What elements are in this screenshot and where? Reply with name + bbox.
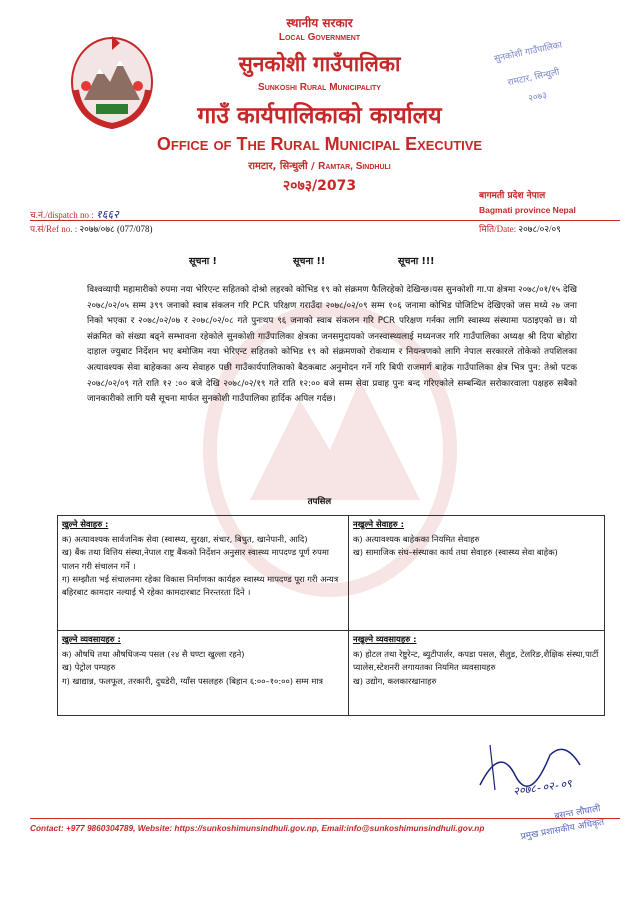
province-np: बागमती प्रदेश नेपाल xyxy=(479,191,546,201)
gov-en: Local Government xyxy=(278,32,361,43)
stamp-line3: २०७३ xyxy=(527,90,548,105)
open-business-cell xyxy=(58,631,349,716)
stamp-line2: रामटार, सिन्धुली xyxy=(506,67,561,89)
office-stamp-top xyxy=(478,20,588,130)
tapsil-heading: तपसिल xyxy=(307,497,332,507)
list-item: क) अत्यावश्यक बाहेकका नियमित सेवाहरु xyxy=(353,534,480,545)
gov-np: स्थानीय सरकार xyxy=(286,16,353,30)
address-en: Ramtar, Sindhuli xyxy=(318,161,391,172)
ref-value: २०७७/०७८ (077/078) xyxy=(79,224,153,234)
date-label: मिति/Date: xyxy=(479,224,517,234)
closed-business-heading: नखुल्ने व्यवसायहरु : xyxy=(353,634,417,644)
open-services-cell xyxy=(58,516,349,631)
closed-services-cell xyxy=(349,516,605,631)
notice-title-3: सूचना !!! xyxy=(398,256,435,267)
list-item: ग) खाद्यान्न, फलफूल, तरकारी, दुधडेरी, ग्याँस पसलहरु (बिहान ६:००–१०:००) सम्म मात्र xyxy=(62,675,324,686)
footer-contact: Contact: +977 9860304789, Website: https://sunkoshimunsindhuli.gov.np, Email:info@sunkoshimunsindhuli.gov.np xyxy=(30,823,485,833)
header-divider xyxy=(30,220,620,221)
services-table xyxy=(57,515,605,716)
municipality-np: सुनकोशी गाउँपालिका xyxy=(238,52,401,76)
address xyxy=(0,158,639,172)
province-en: Bagmati province Nepal xyxy=(479,205,576,215)
list-item: ख) बैंक तथा वित्तिय संस्था,नेपाल राष्ट्र बैंकको निर्देशन अनुसार स्वास्थ्य मापदण्ड पूर्ण रुपमा पालन गरी संचालन गर्ने । xyxy=(62,547,329,571)
officer-name: बसन्त लौघाली xyxy=(553,804,602,822)
open-services-heading: खुल्ने सेवाहरु : xyxy=(62,519,109,529)
established-year: २०७३/2073 xyxy=(282,178,357,194)
table-row xyxy=(58,631,605,716)
notice-title-2: सूचना !! xyxy=(293,256,326,267)
list-item: ग) सम्झौता भई संचालनमा रहेका विकास निर्माणका कार्यहरु स्वास्थ्य मापदण्ड पूरा गरी अन्यत्र बहिरबाट कामदार नल्याई भै रहेका कामदारबाट निरन्तरता दिने । xyxy=(62,573,339,598)
notice-body: विश्वव्यापी महामारीको रुपमा नया भेरिएन्ट सहितको दोश्रो लहरको कोभिड १९ को संक्रमण फैलिरहेको देखिन्छ।यस सुनकोशी गा.पा क्षेत्रमा २०७८/०१/१५ देखि २०७८/०२/०५ सम्म ३९९ जनाको स्वाब संकलन गरि PCR परिक्षण गराउँदा २०७८/०२/०९ सम्म १०६ जनामा कोभिड पोजिटिभ देखिएको जस मध्ये २७ जना निको भएका र २०७८/०२/०७ र २०७८/०२/०८ गते पुनःथप ९६ जनाको स्वाब संकलन गरि PCR परिक्षण गर्नका लागि स्वास्थ्य संस्थामा पठाइएको छ। यो संक्रमित को संख्या बढ्ने सम्भावना रहेकोले सुनकोशी गाउँपालिका क्षेत्रका जनसमुदायको जनस्वास्थ्यलाई मध्यनजर गरि गाउँपालिका अध्यक्ष श्री दिपा बोहोरा दाहाल ज्युबाट निर्देशन भए बमोजिम नया भेरिएन्ट सहितको कोभिड १९ को संक्रमणको रोकथाम र नियन्त्रणको लागि नेपाल सरकारले तोकेको तपशिलका अत्यावश्यक सेवा बाहेकका अन्य सेवाहरु पछी गाउँकार्यपालिकाको बैठकबाट अनुमोदन गर्ने गरि बिपी राजमार्ग बाहेक गाउँपालिका क्षेत्र भित्र पुन: तेश्रो पटक २०७८/०२/०९ गते राति १२ :०० बजे देखि २०७८/०२/१९ गते राति १२:०० बजे सम्म सेवा प्रवाह पुनः बन्द गरिएकोले सम्बन्धित सरोकारवाला पक्षहरु सबैको जानकारीको लागि यसै सूचना मार्फत सुनकोशी गाउँपालिका हार्दिक अपिल गर्दछ। xyxy=(87,285,577,405)
table-row xyxy=(58,516,605,631)
open-business-heading: खुल्ने व्यवसायहरु : xyxy=(62,634,121,644)
list-item: ख) सामाजिक संघ–संस्थाका कार्य तथा सेवाहरु (स्वास्थ्य सेवा बाहेक) xyxy=(353,547,558,558)
footer-divider xyxy=(30,818,620,819)
notice-title-1: सूचना ! xyxy=(189,256,217,267)
list-item: क) औषधि तथा औषधिजन्य पसल (२४ सै घण्टा खुल्ला रहने) xyxy=(62,649,245,660)
address-np: रामटार, सिन्धुली / xyxy=(248,161,315,172)
office-np: गाउँ कार्यपालिकाको कार्यालय xyxy=(197,103,442,129)
municipality-en: Sunkoshi Rural Municipality xyxy=(258,82,381,93)
list-item: ख) उद्योग, कलकारखानाहरु xyxy=(353,675,437,686)
office-en: Office of The Rural Municipal Executive xyxy=(156,134,483,154)
ref-label: प.सं/Ref no. : xyxy=(30,224,78,234)
date-value: २०७८/०२/०९ xyxy=(518,224,561,234)
signature-date: २०७८-०२-०९ xyxy=(512,776,573,799)
list-item: क) होटल तथा रेष्टुरेन्ट, ब्युटीपार्लर, कपडा पसल, सैलुड, टेलरिङ,शैक्षिक संस्था,पार्टी प्यालेस,स्टेशनरी लगायतका नियमित व्यवसायहरु xyxy=(353,649,599,673)
closed-business-cell xyxy=(349,631,605,716)
date-field xyxy=(479,222,561,235)
list-item: क) अत्यावश्यक सार्वजनिक सेवा (स्वास्थ्य, सुरक्षा, संचार, बिधुत, खानेपानी, आदि) xyxy=(62,534,308,545)
stamp-line1: सुनकोशी गाउँपालिका xyxy=(493,40,564,65)
list-item: ख) पेट्रोल पम्पहरु xyxy=(62,662,116,673)
ref-field xyxy=(30,222,152,235)
closed-services-heading: नखुल्ने सेवाहरु : xyxy=(353,519,404,529)
officer-title: प्रमुख प्रशासकीय अधिकृत xyxy=(520,817,605,843)
dispatch-label: च.नं./dispatch no : xyxy=(30,210,94,220)
dispatch-value: १६६२ xyxy=(95,208,119,221)
